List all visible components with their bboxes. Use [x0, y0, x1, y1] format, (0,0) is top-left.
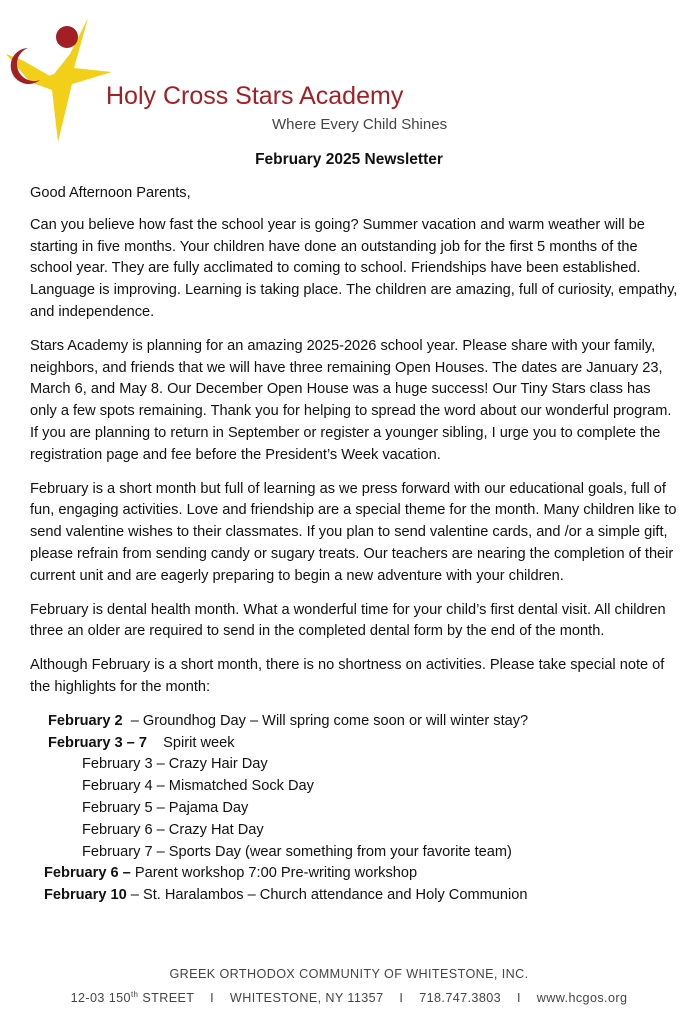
- greeting: Good Afternoon Parents,: [30, 185, 191, 201]
- highlight-text: – Groundhog Day – Will spring come soon or will winter stay?: [122, 712, 529, 729]
- street-name: STREET: [138, 991, 195, 1006]
- paragraph-dental-health: February is dental health month. What a wonderful time for your child’s first dental visit. All children three an older are required to send in the completed dental form by the end of the month.: [30, 601, 666, 640]
- footer-website[interactable]: www.hcgos.org: [536, 991, 628, 1006]
- highlights-list: [30, 711, 680, 907]
- paragraph-highlights-intro: Although February is a short month, there is no shortness on activities. Please take special note of the highlights for the month:: [30, 657, 665, 695]
- highlight-text: – St. Haralambos – Church attendance and Holy Communion: [126, 887, 528, 904]
- footer-phone: 718.747.3803: [419, 991, 502, 1006]
- letterhead: [0, 0, 698, 150]
- list-item: February 3 – Crazy Hair Day: [82, 756, 268, 773]
- street-ordinal: th: [130, 990, 139, 999]
- paragraph-february-theme: February is a short month but full of learning as we press forward with our educational goals, full of fun, engaging activities. Love and friendship are a special theme for the month. Many children like to send valentine wishes to their classmates. If you plan to send valentine cards, and /or a simple gift, please refrain from sending candy or sugary treats. Our teachers are nearing the completion of their current unit and are eagerly preparing to begin a new adventure with your children.: [30, 480, 677, 584]
- list-item: [30, 885, 680, 907]
- highlight-text: Spirit week: [146, 734, 235, 751]
- footer-city: WHITESTONE, NY 11357: [229, 991, 384, 1006]
- footer-address: [71, 991, 195, 1005]
- academy-name: Holy Cross Stars Academy: [106, 82, 404, 110]
- star-logo-icon: [0, 10, 112, 145]
- list-item: [30, 863, 680, 885]
- street-number: 12-03 150: [70, 991, 131, 1006]
- footer-separator: I: [516, 991, 521, 1006]
- paragraph-open-houses: Stars Academy is planning for an amazing 2025-2026 school year. Please share with your family, neighbors, and friends that we will have three remaining Open Houses. The dates are January 23, March 6, and May 8. Our December Open House was a huge success! Our Tiny Stars class has only a few spots remaining. Thank you for helping to spread the word about our wonderful program. If you are planning to return in September or register a younger sibling, I urge you to complete the registration page and fee before the President’s Week vacation.: [30, 337, 672, 463]
- list-item: February 6 – Crazy Hat Day: [82, 821, 264, 838]
- footer-separator: I: [399, 991, 404, 1006]
- footer: [0, 964, 698, 1009]
- highlight-date: February 10: [44, 887, 127, 904]
- footer-contact: [0, 984, 698, 1009]
- footer-separator: I: [210, 991, 214, 1006]
- highlight-date: February 6 –: [44, 865, 131, 882]
- highlight-date: February 3 – 7: [48, 734, 147, 751]
- list-item: [30, 733, 680, 755]
- highlight-date: February 2: [48, 712, 123, 729]
- newsletter-title: February 2025 Newsletter: [255, 151, 443, 168]
- highlight-text: Parent workshop 7:00 Pre-writing workshop: [130, 865, 418, 882]
- footer-org: GREEK ORTHODOX COMMUNITY OF WHITESTONE, INC.: [169, 967, 529, 981]
- newsletter-body: [30, 183, 680, 907]
- list-item: February 5 – Pajama Day: [82, 799, 249, 816]
- tagline: Where Every Child Shines: [272, 116, 448, 133]
- list-item: February 7 – Sports Day (wear something from your favorite team): [82, 843, 512, 860]
- paragraph-school-year: Can you believe how fast the school year is going? Summer vacation and warm weather will be starting in five months. Your children have done an outstanding job for the first 5 months of the school year. They are fully acclimated to coming to school. Friendships have been established. Language is improving. Learning is taking place. The children are amazing, full of curiosity, empathy, and independence.: [30, 216, 678, 320]
- list-item: [30, 711, 680, 733]
- list-item: February 4 – Mismatched Sock Day: [82, 778, 314, 795]
